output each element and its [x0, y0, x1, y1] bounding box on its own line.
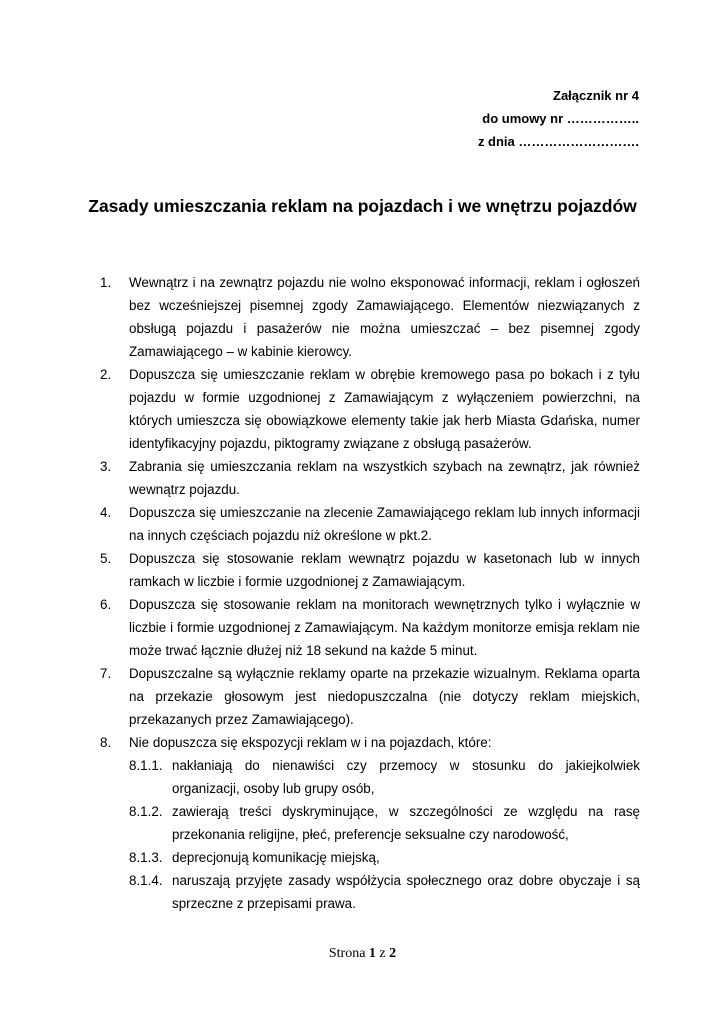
contract-number: do umowy nr …………….. [482, 111, 639, 126]
total-pages: 2 [389, 946, 397, 961]
document-title: Zasady umieszczania reklam na pojazdach i we wnętrzu pojazdów [88, 196, 637, 216]
sub-list-item: 8.1.2. zawierają treści dyskryminujące, w szczególności ze względu na rasę przekonania religijne, płeć, preferencje seksualne czy narodowość, [129, 804, 640, 842]
list-item: 4. Dopuszcza się umieszczanie na zlecenie Zamawiającego reklam lub innych informacji na innych częściach pojazdu niż określone w pkt.2. [100, 505, 640, 543]
rules-list [100, 271, 640, 915]
list-item: 8. Nie dopuszcza się ekspozycji reklam w i na pojazdach, które: [100, 735, 492, 750]
sub-list-item: 8.1.3. deprecjonują komunikację miejską, [129, 850, 380, 865]
annex-number: Załącznik nr 4 [553, 88, 639, 103]
current-page: 1 [368, 946, 376, 961]
list-item: 5. Dopuszcza się stosowanie reklam wewnątrz pojazdu w kasetonach lub w innych ramkach w liczbie i formie uzgodnionej z Zamawiającym. [100, 551, 640, 589]
annex-header [339, 84, 639, 153]
list-item: 7. Dopuszczalne są wyłącznie reklamy oparte na przekazie wizualnym. Reklama oparta na przekazie głosowym jest niedopuszczalna (nie dotyczy reklam miejskich, przekazanych przez Zamawiającego). [100, 666, 640, 727]
list-item: 1. Wewnątrz i na zewnątrz pojazdu nie wolno eksponować informacji, reklam i ogłoszeń bez wcześniejszej pisemnej zgody Zamawiającego. Elementów niezwiązanych z obsługą pojazdu i pasażerów nie można umieszczać – bez pisemnej zgody Zamawiającego – w kabinie kierowcy. [100, 275, 640, 359]
list-item: 3. Zabrania się umieszczania reklam na wszystkich szybach na zewnątrz, jak również wewnątrz pojazdu. [100, 459, 640, 497]
sub-list-item: 8.1.4. naruszają przyjęte zasady współżycia społecznego oraz dobre obyczaje i są sprzeczne z przepisami prawa. [129, 873, 640, 911]
sub-list-item: 8.1.1. nakłaniają do nienawiści czy przemocy w stosunku do jakiejkolwiek organizacji, osoby lub grupy osób, [129, 758, 640, 796]
list-item: 2. Dopuszcza się umieszczanie reklam w obrębie kremowego pasa po bokach i z tyłu pojazdu w formie uzgodnionej z Zamawiającym z wyłączeniem powierzchni, na których umieszcza się obowiązkowe elementy takie jak herb Miasta Gdańska, numer identyfikacyjny pojazdu, piktogramy związane z obsługą pasażerów. [100, 367, 640, 451]
contract-date: z dnia ………………………. [477, 134, 639, 149]
page-footer: Strona 1 z 2 [328, 946, 397, 961]
list-item: 6. Dopuszcza się stosowanie reklam na monitorach wewnętrznych tylko i wyłącznie w liczbie i formie uzgodnionej z Zamawiającym. Na każdym monitorze emisja reklam nie może trwać łącznie dłużej niż 18 sekund na każde 5 minut. [100, 597, 640, 658]
